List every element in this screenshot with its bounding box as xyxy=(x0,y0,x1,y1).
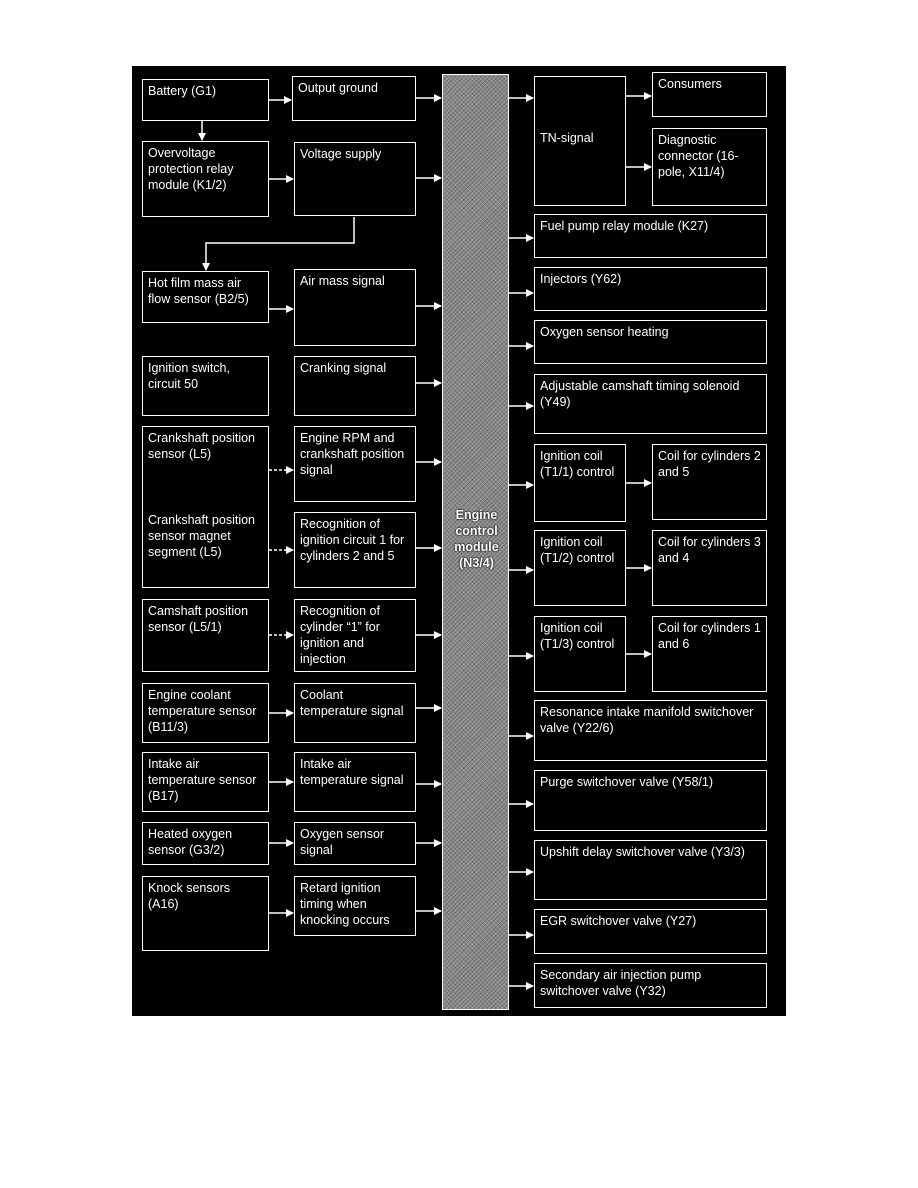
purge-valve-label: Purge switchover valve (Y58/1) xyxy=(540,775,713,789)
oxygen-sensor-label: Heated oxygen sensor (G3/2) xyxy=(148,827,233,857)
upshift-valve-label: Upshift delay switchover valve (Y3/3) xyxy=(540,845,745,859)
battery-label: Battery (G1) xyxy=(148,84,217,98)
ecm-label-line-1: Engine xyxy=(455,508,498,522)
ecm-label-line-4: (N3/4) xyxy=(459,556,494,570)
camshaft-sensor-label: Camshaft position sensor (L5/1) xyxy=(148,604,249,634)
consumers-label: Consumers xyxy=(658,77,722,91)
ignition-coil-t12-label: Ignition coil (T1/2) control xyxy=(540,535,615,565)
ignition-coil-t13-label: Ignition coil (T1/3) control xyxy=(540,621,615,651)
ecm-label-line-2: control xyxy=(455,524,498,538)
egr-valve-label: EGR switchover valve (Y27) xyxy=(540,914,697,928)
iat-signal-label: Intake air temperature signal xyxy=(300,757,404,787)
engine-control-diagram xyxy=(132,66,786,1016)
ignition-coil-t11-label: Ignition coil (T1/1) control xyxy=(540,449,615,479)
hfm-sensor-label: Hot film mass air flow sensor (B2/5) xyxy=(148,276,249,306)
knock-sensors-label: Knock sensors (A16) xyxy=(148,881,230,911)
rpm-signal-label: Engine RPM and crankshaft position signal xyxy=(300,431,405,477)
coolant-sensor-label: Engine coolant temperature sensor (B11/3) xyxy=(148,688,257,734)
secondary-air-valve-label: Secondary air injection pump switchover valve (Y32) xyxy=(540,968,702,998)
fuel-pump-relay-label: Fuel pump relay module (K27) xyxy=(540,219,709,233)
coil-cylinders-16-label: Coil for cylinders 1 and 6 xyxy=(658,621,761,651)
crankshaft-magnet-label: Crankshaft position sensor magnet segment (L5) xyxy=(148,513,256,559)
iat-sensor-label: Intake air temperature sensor (B17) xyxy=(148,757,257,803)
overvoltage-relay-label: Overvoltage protection relay module (K1/2) xyxy=(148,146,234,192)
voltage-supply-label: Voltage supply xyxy=(300,147,382,161)
oxygen-heating-label: Oxygen sensor heating xyxy=(540,325,669,339)
air-mass-signal-label: Air mass signal xyxy=(300,274,385,288)
diagnostic-connector-label: Diagnostic connector (16-pole, X11/4) xyxy=(658,133,739,179)
resonance-valve-label: Resonance intake manifold switchover valve (Y22/6) xyxy=(540,705,754,735)
camshaft-timing-label: Adjustable camshaft timing solenoid (Y49) xyxy=(540,379,740,409)
cranking-signal-label: Cranking signal xyxy=(300,361,387,375)
retard-ignition-label: Retard ignition timing when knocking occurs xyxy=(300,881,390,927)
recognition-circuit1-label: Recognition of ignition circuit 1 for cylinders 2 and 5 xyxy=(300,517,405,563)
oxygen-signal-label: Oxygen sensor signal xyxy=(300,827,385,857)
crankshaft-sensor-label: Crankshaft position sensor (L5) xyxy=(148,431,256,461)
connector-arrows xyxy=(132,66,786,1016)
output-ground-label: Output ground xyxy=(298,81,378,95)
tn-signal-label: TN-signal xyxy=(540,131,594,145)
coil-cylinders-34-label: Coil for cylinders 3 and 4 xyxy=(658,535,761,565)
injectors-label: Injectors (Y62) xyxy=(540,272,622,286)
ecm-label-line-3: module xyxy=(454,540,499,554)
ignition-switch-label: Ignition switch, circuit 50 xyxy=(148,361,230,391)
recognition-cylinder1-label: Recognition of cylinder “1” for ignition and injection xyxy=(300,604,380,666)
arrow-voltage-to-hfm xyxy=(206,217,354,270)
coil-cylinders-25-label: Coil for cylinders 2 and 5 xyxy=(658,449,761,479)
coolant-signal-label: Coolant temperature signal xyxy=(300,688,404,718)
